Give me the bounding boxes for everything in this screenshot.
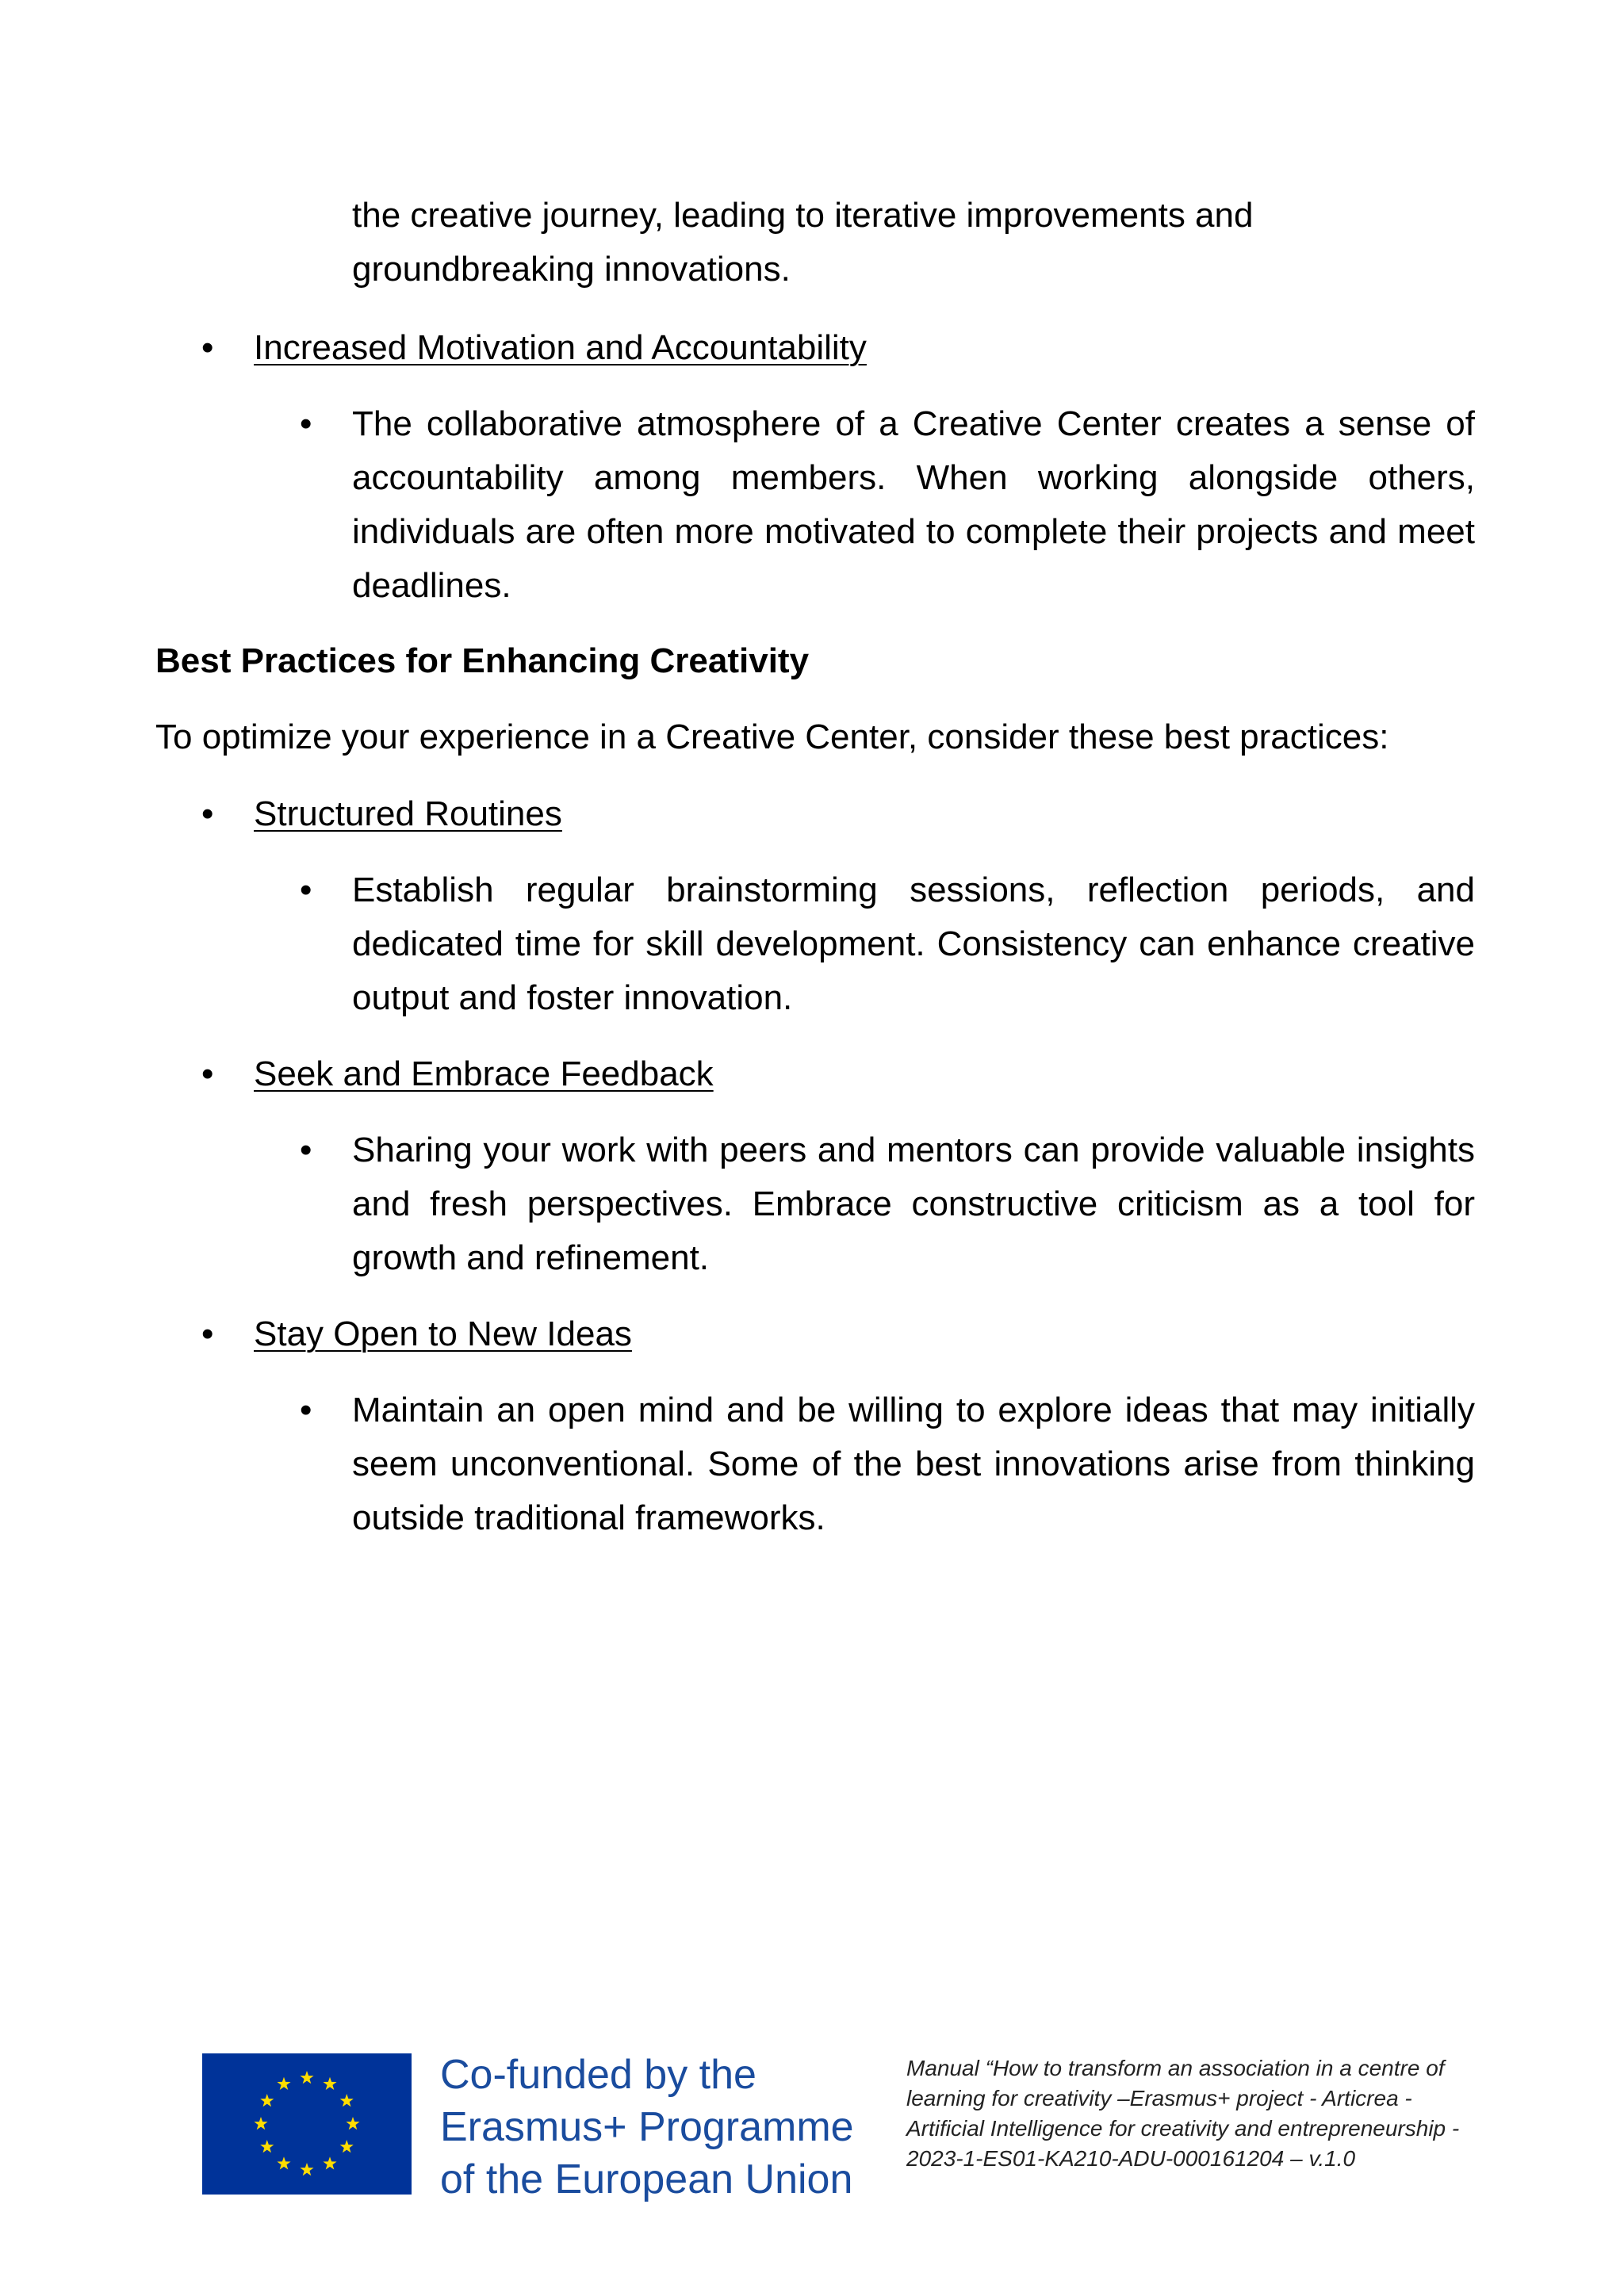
footer [202,2053,1487,2212]
bullet-dot: • [201,1314,214,1353]
cofunded-line-3: of the European Union [440,2156,853,2202]
manual-citation: Manual “How to transform an association in a centre of learning for creativity –Erasmus+ project - Articrea - Artificial Intelligence for creativity and entrepreneurship - 2023-1-ES01-KA210-ADU-000161204 – v.1.0 [906,2056,1460,2171]
bullet-dot: • [300,404,312,443]
topic-routines-title: Structured Routines [254,794,562,833]
continuation-line-1 [352,189,1475,243]
continuation-text-2: groundbreaking innovations. [352,250,791,289]
cofunded-logo-text [440,2049,884,2206]
bullet-dot: • [201,794,214,833]
bullet-dot: • [201,328,214,367]
cofunded-line-1: Co-funded by the [440,2052,756,2098]
topic-open-title: Stay Open to New Ideas [254,1314,632,1353]
cofunded-line-2: Erasmus+ Programme [440,2104,854,2150]
eu-flag-icon [202,2053,412,2195]
continuation-text-1: the creative journey, leading to iterative improvements and [352,196,1254,235]
feedback-text: Sharing your work with peers and mentors can provide valuable insights and fresh perspectives. Embrace constructive criticism as a tool for growth and refinement. [352,1131,1475,1277]
topic-motivation-title: Increased Motivation and Accountability [254,328,867,367]
routines-text: Establish regular brainstorming sessions, reflection periods, and dedicated time for skill development. Consistency can enhance creative output and foster innovation. [352,871,1475,1017]
section-heading: Best Practices for Enhancing Creativity [155,641,810,680]
section-intro: To optimize your experience in a Creative Center, consider these best practices: [155,718,1389,756]
topic-feedback-title: Seek and Embrace Feedback [254,1054,714,1093]
motivation-text: The collaborative atmosphere of a Creative Center creates a sense of accountability among members. When working alongside others, individuals are often more motivated to complete their projects and meet deadlines. [352,404,1475,605]
continuation-line-2 [352,243,1475,297]
bullet-dot: • [300,1391,312,1429]
bullet-dot: • [300,871,312,909]
open-text: Maintain an open mind and be willing to explore ideas that may initially seem unconventional. Some of the best innovations arise from thinking outside traditional frameworks. [352,1391,1475,1537]
bullet-dot: • [300,1131,312,1169]
bullet-dot: • [201,1054,214,1093]
